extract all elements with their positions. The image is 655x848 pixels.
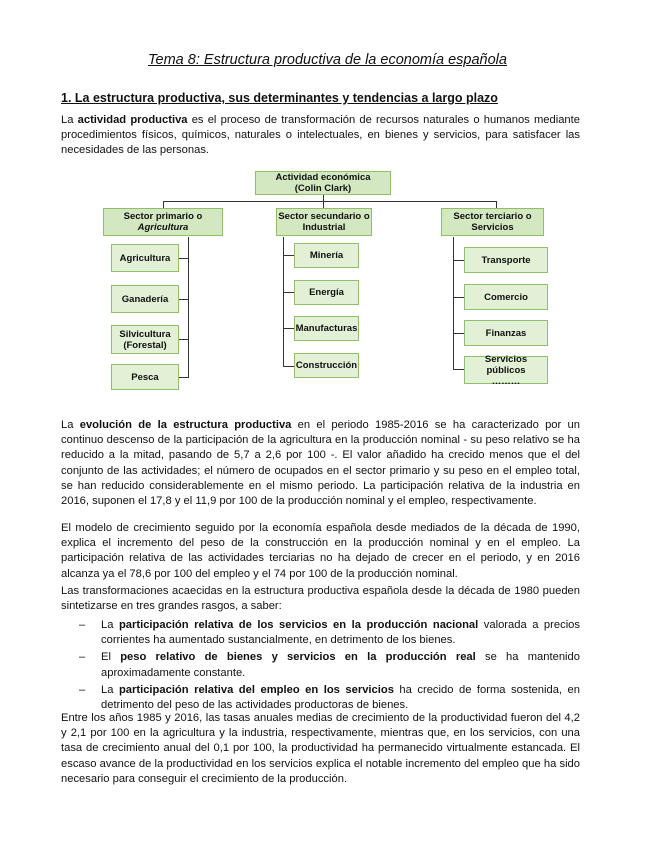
item-agricultura: Agricultura: [111, 244, 179, 272]
modelo-paragraph: El modelo de crecimiento seguido por la economía española desde mediados de la década de 1990, explica el incremento del peso de la construcción en la producción nominal y en el empleo. La participación relativa de las actividades terciarias no ha dejado de crecer en el periodo, y en 2016 alcanza ya el 78,6 por 100 del empleo y el 74 por 100 de la producción nominal.: [61, 522, 580, 580]
evolucion-bold-term: evolución de la estructura productiva: [79, 419, 292, 431]
item-manufacturas: Manufacturas: [294, 316, 359, 341]
item-silvicultura: Silvicultura (Forestal): [111, 325, 179, 354]
intro-pre: La: [61, 114, 78, 126]
transformaciones-paragraph: Las transformaciones acaecidas en la estructura productiva española desde la década de 1980 pueden sintetizarse en tres grandes rasgos, a saber:: [61, 585, 580, 613]
tertiary-sector-box: Sector terciario o Servicios: [441, 208, 544, 236]
root-box: Actividad económica (Colin Clark): [255, 171, 391, 195]
section-heading: 1. La estructura productiva, sus determinantes y tendencias a largo plazo: [61, 91, 498, 105]
intro-post: es el proceso de transformación de recursos naturales o humanos mediante procedimientos físicos, químicos, naturales o intelectuales, en bienes y servicios, para satisfacer las necesidades de las personas.: [61, 114, 580, 157]
primary-sector-box: Sector primario o Agricultura: [103, 208, 223, 236]
item-pesca: Pesca: [111, 364, 179, 390]
item-mineria: Minería: [294, 243, 359, 268]
item-construccion: Construcción: [294, 353, 359, 378]
list-item: – La participación relativa del empleo en los servicios ha crecido de forma sostenida, en detrimento del peso de las actividades productoras de bienes.: [79, 683, 580, 712]
list-item: – La participación relativa de los servicios en la producción nacional valorada a precios corrientes ha aumentado sustancialmente, en detrimento de los bienes.: [79, 619, 580, 647]
item-comercio: Comercio: [464, 284, 548, 310]
list-item: – El peso relativo de bienes y servicios en la producción real se ha mantenido aproximadamente constante.: [79, 651, 580, 679]
secondary-sector-box: Sector secundario o Industrial: [276, 208, 372, 236]
rasgos-list: [61, 618, 580, 715]
evolucion-paragraph: La evolución de la estructura productiva en el periodo 1985-2016 se ha caracterizado por un continuo descenso de la participación de la agricultura en la producción nominal - su peso relativo se ha reducido a la mitad, pasando de 5,7 a 2,6 por 100 -. El valor añadido ha crecido menos que el del conjunto de las actividades; el número de ocupados en el sector primario y su peso en el empleo total, se han reducido considerablemente en el mismo periodo. La participación relativa de la industria en 2016, suponen el 17,8 y el 11,9 por 100 de la producción nominal y el empleo, respectivamente.: [61, 419, 580, 508]
item-ganaderia: Ganadería: [111, 285, 179, 313]
page-title: Tema 8: Estructura productiva de la economía española: [148, 52, 507, 68]
item-energia: Energía: [294, 280, 359, 305]
productividad-paragraph: Entre los años 1985 y 2016, las tasas anuales medias de crecimiento de la productividad fueron del 4,2 y 2,1 por 100 en la agricultura y la industria, respectivamente, mientras que, en los servicios, con una tasa de crecimiento anual del 0,1 por 100, la productividad ha permanecido virtualmente estancada. El escaso avance de la productividad en los servicios explica el notable incremento del empleo que ha sido necesario para conseguir el crecimiento de la producción.: [61, 712, 580, 785]
item-transporte: Transporte: [464, 247, 548, 273]
intro-bold-term: actividad productiva: [77, 114, 188, 126]
item-finanzas: Finanzas: [464, 320, 548, 346]
item-servicios-publicos: Servicios públicos ………: [464, 356, 548, 384]
intro-paragraph: [61, 113, 580, 159]
